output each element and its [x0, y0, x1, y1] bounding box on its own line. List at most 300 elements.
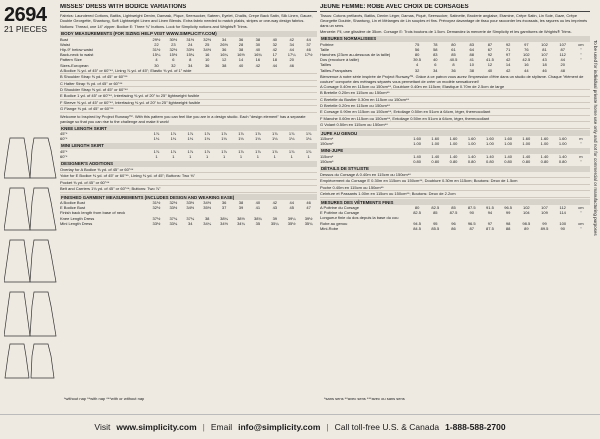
table-cell: 40	[255, 46, 261, 52]
table-cell: 82.5	[431, 205, 440, 210]
table-cell: 1.00	[504, 141, 513, 147]
table-cell: 1.00	[522, 141, 531, 147]
table-cell: 88	[469, 51, 474, 57]
phone-label: Call toll-free U.S. & Canada	[334, 422, 440, 432]
table-cell: 1.00	[467, 141, 476, 147]
table-cell: 1.60	[504, 136, 513, 142]
table-cell: 42	[272, 46, 278, 52]
table-cell: 10	[469, 62, 474, 68]
knee-skirt-title: KNEE LENGTH SKIRT	[60, 125, 317, 131]
table-cell: 107	[559, 41, 567, 47]
table-cell: "	[580, 159, 582, 165]
table-cell: 1⅞	[255, 131, 261, 137]
table-cell: 31½	[152, 46, 161, 52]
table-cell: 34¼	[203, 220, 212, 226]
row-label: Dos (encolure à taille)	[320, 57, 359, 63]
table-cell: 15½	[169, 52, 178, 58]
table-cell: 0.80	[558, 159, 567, 165]
table-cell: 1.40	[540, 153, 549, 159]
table-cell: 38½	[237, 215, 245, 221]
table-cell: 87.5	[467, 205, 476, 210]
table-cell: 67	[487, 46, 493, 52]
table-row	[320, 141, 590, 146]
table-cell: 37	[221, 205, 227, 211]
yardage-line: G Volant 0.50m en 115cm ou 150cm**	[320, 122, 590, 128]
table-cell: 16	[255, 57, 261, 63]
table-cell: 102	[522, 205, 530, 210]
yardage-line: Yoke for E Bodice ⅜ yd. of 45" or 60"**, Lining ⅜ yd. of 45"; Buttons: Two ⅜"	[60, 173, 317, 179]
row-label: Finish back length from base of neck	[60, 210, 126, 216]
table-cell: 96.5	[504, 205, 513, 210]
table-cell: 1.40	[413, 153, 421, 159]
notions-text: Notions: Thread, one 14" zipper. Bodice E: Three ¾" buttons. Look for Simplicity notions and Wrights® Trims.	[60, 24, 248, 29]
table-cell	[300, 63, 317, 68]
table-cell: 1.60	[413, 136, 421, 142]
table-cell: 38	[469, 67, 474, 73]
yardage-line: C Halter Strap ⅝ yd. of 45" or 60"**	[60, 81, 317, 87]
table-cell: 36	[451, 67, 456, 73]
view-lines	[60, 68, 317, 113]
table-row	[60, 136, 317, 141]
table-cell: 32	[414, 67, 420, 73]
table-cell: 42	[505, 67, 511, 73]
table-cell: 25	[204, 41, 210, 47]
mini-skirt-title: MINI LENGTH SKIRT	[60, 143, 317, 149]
table-cell: 1.40	[522, 153, 531, 159]
table-cell: 39¼	[287, 215, 296, 221]
row-label: Tailles-Françaises	[320, 67, 353, 73]
table-cell: 14	[505, 62, 511, 68]
table-cell: 16½	[237, 52, 245, 58]
row-label: A Bodice Bust	[60, 200, 85, 205]
table-cell: 90	[560, 225, 565, 231]
table-row	[60, 154, 317, 159]
table-cell: 15¼	[152, 52, 161, 58]
table-cell: 35¾	[304, 220, 313, 226]
table-cell: 44	[524, 67, 529, 73]
table-cell: 0.80	[449, 159, 458, 165]
designer-lines	[60, 167, 317, 193]
table-cell: 80	[414, 205, 420, 210]
table-cell: 32	[272, 41, 278, 47]
table-cell: 1⅞	[288, 148, 295, 154]
table-cell: 40	[272, 36, 278, 42]
table-cell: 34	[188, 62, 193, 68]
table-cell: 1⅛	[305, 136, 312, 142]
row-label: A Poitrine du Corsage	[320, 205, 359, 210]
yardage-line: Ceinture et Passants 1.00m en 115cm ou 150cm**; Boutons: Deux de 2.2cm	[320, 191, 590, 197]
table-cell: 1.60	[431, 136, 440, 142]
table-cell: 37¾	[169, 215, 178, 221]
row-label: Waist	[60, 41, 70, 47]
website-link[interactable]: www.simplicity.com	[116, 422, 197, 432]
table-cell: 8	[189, 57, 192, 63]
table-cell: 75	[414, 41, 420, 47]
table-cell: 1⅞	[153, 131, 160, 137]
table-cell: 0.80	[504, 159, 513, 165]
table-cell: 16¼	[220, 52, 228, 58]
table-row	[320, 68, 590, 73]
separator: |	[202, 422, 205, 432]
table-cell: 6	[434, 62, 437, 68]
row-label: 115cm*	[320, 153, 334, 159]
table-cell: 43	[542, 57, 547, 63]
table-cell: 4	[415, 62, 419, 68]
table-cell: 39	[272, 215, 278, 221]
table-cell: 85	[433, 210, 438, 216]
yardage-line: D Shoulder Strap ⅝ yd. of 45" or 60"**	[60, 87, 317, 93]
table-cell: 1⅛	[170, 136, 177, 142]
yardage-line: F Manche 0.60m en 115cm ou 150cm**, Entoilage 0.50m en 51cm à 64cm, léger, thermocollant	[320, 116, 590, 122]
table-cell: 83	[433, 51, 438, 57]
email-link[interactable]: info@simplicity.com	[238, 422, 321, 432]
table-cell: 36	[221, 200, 227, 205]
table-cell: 35	[255, 220, 261, 226]
row-label: E Poitrine du Corsage	[320, 210, 360, 216]
table-cell: 17¼	[287, 52, 296, 58]
knee-skirt-table	[60, 131, 317, 141]
table-row	[60, 221, 317, 226]
designer-additions-title: DESIGNER'S ADDITIONS	[60, 161, 317, 167]
table-cell: 1	[222, 154, 226, 160]
table-cell: 87	[469, 225, 474, 231]
table-cell: 4	[155, 57, 158, 63]
row-label: 60"*	[60, 136, 68, 142]
table-cell: 1.00	[431, 141, 440, 147]
row-label: Taille	[320, 46, 330, 52]
table-cell: 1.60	[467, 136, 476, 142]
row-label: Back-neck to waist	[60, 52, 94, 58]
table-cell: cm	[578, 41, 584, 47]
table-cell: 1⅞	[238, 148, 244, 154]
table-cell: 33½	[169, 205, 178, 211]
table-cell: 112	[559, 51, 566, 57]
yardage-line: G Flange ⅜ yd. of 45" or 60"**	[60, 106, 317, 112]
table-cell: 40	[487, 67, 493, 73]
table-cell: 41.5	[486, 57, 494, 63]
garment-sketches	[4, 130, 58, 380]
table-cell: 1⅞	[170, 148, 177, 154]
table-cell: 40.5	[449, 57, 458, 63]
table-cell: 30	[154, 62, 159, 68]
table-cell: 35¼	[270, 220, 279, 226]
table-cell: 17½	[304, 52, 313, 58]
table-cell: 85.5	[431, 225, 440, 231]
table-cell: 31½	[152, 200, 161, 205]
row-label: Poitrine	[320, 41, 334, 47]
minijupe-table	[320, 154, 590, 164]
email-label: Email	[210, 422, 233, 432]
row-label: 45"*	[60, 131, 68, 137]
yardage-line: Empiècement du Corsage E 0.30m en 115cm ou 150cm**, Doublure 0.30m en 115cm; Boutons: Deux de 1.5cm	[320, 178, 590, 184]
table-cell: 8	[452, 62, 455, 68]
separator: |	[326, 422, 329, 432]
table-cell: 80	[451, 41, 456, 47]
table-cell: 98	[505, 220, 511, 226]
yardage-line: E Corsage 0.90m en 115cm ou 150cm**, Entoilage 0.50m en 51cm à 64cm, léger, thermocollant	[320, 109, 590, 115]
row-label: 150cm*	[320, 141, 334, 147]
table-cell: 36	[221, 46, 227, 52]
table-cell: 1.00	[486, 141, 494, 147]
table-cell: 40	[238, 62, 244, 68]
yardage-line: A Bodice ⅞ yd. of 45" or 60"**, Lining ⅞ yd. of 45"; Elastic ⅜ yd. of 1" wide	[60, 68, 317, 74]
row-label: Bust	[60, 36, 69, 42]
table-cell: 85	[451, 205, 456, 210]
table-cell: 37½	[152, 215, 161, 221]
table-cell: 87.5	[486, 225, 494, 231]
table-cell: 1	[172, 154, 175, 160]
table-cell: 38¼	[220, 215, 228, 221]
table-cell: 35½	[287, 220, 296, 226]
table-cell: 34¾	[237, 220, 245, 226]
yardage-line: B Shoulder Strap ⅝ yd. of 45" or 60"**	[60, 74, 317, 80]
table-cell: 1	[155, 154, 158, 160]
table-cell: 33¾	[169, 220, 178, 226]
table-cell: 97	[487, 220, 493, 226]
table-cell: 1.00	[540, 141, 549, 147]
table-cell: 42.5	[522, 57, 531, 63]
table-cell: 104	[522, 210, 530, 216]
yardage-line: Dessus du Corsage A 0.40m en 115cm ou 150cm**	[320, 172, 590, 178]
table-cell: 0.80	[540, 159, 549, 165]
table-cell: 1.40	[449, 153, 458, 159]
table-cell: 94	[487, 210, 493, 216]
table-cell: 32½	[203, 36, 212, 42]
table-cell: 44	[289, 46, 294, 52]
table-cell: 1⅞	[187, 131, 194, 137]
pieces-count: 21 PIECES	[4, 24, 47, 34]
english-title: MISSES' DRESS WITH BODICE VARIATIONS	[60, 4, 317, 12]
table-cell: 38	[238, 46, 244, 52]
table-cell: 0.80	[467, 159, 476, 165]
table-cell: 32½	[152, 205, 161, 211]
jupe-title: JUPE AU GENOU	[320, 130, 590, 136]
finished-table	[60, 200, 317, 226]
french-column	[320, 4, 590, 231]
row-label: 45"*	[60, 148, 68, 154]
table-cell: "	[580, 57, 582, 63]
table-cell: 18	[272, 57, 278, 63]
yardage-line: Overlay for A Bodice ⅜ yd. of 45" or 60"**	[60, 167, 317, 173]
table-cell: 46	[306, 46, 311, 52]
table-cell: 37	[306, 41, 311, 47]
table-cell: cm	[578, 205, 584, 210]
table-cell: 1.40	[431, 153, 440, 159]
table-cell: 17	[272, 52, 278, 58]
table-cell: 29½	[152, 36, 161, 42]
table-cell: 96.5	[467, 220, 476, 226]
table-cell: 38	[204, 215, 210, 221]
table-cell: 39.5	[413, 57, 421, 63]
row-label: 60"*	[60, 154, 68, 160]
table-cell: 0.80	[413, 159, 421, 165]
table-cell: 1⅞	[272, 148, 278, 154]
row-label: Longueur finie du dos depuis la base du cou	[320, 215, 399, 221]
table-cell: 34	[289, 41, 294, 47]
table-cell: 87	[560, 46, 565, 52]
table-cell: 46	[306, 200, 311, 205]
row-label: Mini Length Dress	[60, 220, 93, 226]
table-cell: 1⅞	[153, 148, 160, 154]
table-cell: 91.5	[486, 205, 494, 210]
table-cell: 20	[289, 57, 294, 63]
yardage-line: B Bretelle 0.20m en 115cm ou 150cm**	[320, 90, 590, 96]
yardage-line: F Sleeve ⅝ yd. of 45" or 60"**, Interfacing ⅜ yd. of 20" to 25" lightweight fusible	[60, 100, 317, 106]
side-note-text: To be used for individual private home use only and not for commercial or manufacturing purposes	[593, 40, 598, 236]
table-cell: 1⅞	[204, 131, 210, 137]
french-title: JEUNE FEMME: ROBE AVEC CHOIX DE CORSAGES	[320, 4, 590, 12]
row-label: Pattern Size	[60, 57, 82, 63]
details-title: DÉTAILS DE STYLISTE	[320, 166, 590, 172]
yardage-line: E Bodice 1 yd. of 45" or 60"**, Interfacing ⅜ yd. of 20" to 25" lightweight fusible	[60, 93, 317, 99]
table-cell: 1⅛	[255, 136, 261, 142]
table-cell: 46	[542, 67, 547, 73]
table-cell: 20	[560, 62, 565, 68]
jupe-table	[320, 136, 590, 146]
table-cell: 41	[255, 205, 261, 211]
table-cell: 1.40	[504, 153, 513, 159]
table-cell: 87.5	[449, 210, 458, 216]
table-cell: 16¾	[253, 52, 262, 58]
yardage-line: Pocket ⅜ yd. of 45" or 60"**	[60, 180, 317, 186]
table-cell: 1	[189, 154, 192, 160]
visit-label: Visit	[94, 422, 111, 432]
details-lines	[320, 172, 590, 198]
table-cell: 99	[505, 210, 511, 216]
table-cell: 1.00	[449, 141, 458, 147]
yardage-line: A Corsage 0.40m en 115cm ou 150cm**, Doublure 0.40m en 115cm; Elastique 0.70m de 2.5cm de large	[320, 84, 590, 90]
table-cell: 42	[272, 200, 278, 205]
table-cell: 98.5	[522, 220, 531, 226]
table-cell: 1.40	[467, 153, 476, 159]
table-cell: 16	[204, 52, 210, 58]
french-finished-title: MESURES DES VÊTEMENTS FINIS	[320, 199, 590, 205]
table-cell: 33½	[152, 220, 161, 226]
table-cell	[572, 68, 590, 73]
table-cell: 12	[487, 62, 493, 68]
table-cell: 34	[188, 220, 193, 226]
table-cell: "	[580, 210, 582, 216]
table-cell: 1⅛	[153, 136, 160, 142]
row-label: Hanches (23cm au-dessous de la taille)	[320, 51, 391, 57]
table-cell: 1⅞	[288, 131, 295, 137]
table-cell: 102	[522, 51, 530, 57]
table-cell: "	[580, 51, 582, 57]
mercerie-text: Mercerie: Fil, une glissière de 35cm. Corsage E: Trois boutons de 1.5cm. Demandez la mercerie de Simplicity et les garnitures de Wrights® Trims.	[320, 29, 572, 34]
row-label: Hip-9" below waist	[60, 46, 93, 52]
table-cell: 33½	[186, 46, 195, 52]
table-cell: 30½	[169, 36, 178, 42]
row-label: E Bodice Bust	[60, 205, 86, 211]
table-cell: 1.60	[540, 136, 549, 142]
footer	[0, 414, 600, 439]
table-cell: 87	[487, 41, 493, 47]
body-measurements-title: BODY MEASUREMENTS (FOR SIZING HELP VISIT WWW.SIMPLICITY.COM)	[60, 31, 317, 37]
table-cell: 24	[188, 41, 193, 47]
french-finished-table	[320, 205, 590, 231]
table-cell: 92	[505, 41, 511, 47]
table-cell: 37¾	[186, 215, 195, 221]
table-cell: 26½	[220, 41, 228, 47]
table-cell: 36	[238, 36, 244, 42]
table-cell: 1⅛	[288, 136, 295, 142]
table-cell: 1.60	[558, 136, 567, 142]
english-column	[60, 4, 317, 226]
table-cell: "	[580, 46, 582, 52]
table-cell: 39	[238, 205, 244, 211]
table-cell: 44	[306, 36, 311, 42]
table-row	[60, 63, 317, 68]
table-cell: 90	[469, 210, 474, 216]
intro-text: Bienvenue à notre série inspirée de Project Runway™. Grâce à ce patron vous aurez l'impression d'être dans un studio de stylisme. Chaque "élément de couture" comporte des métrages séparés vous permettant de créer un modèle sensationnel!	[320, 73, 584, 84]
table-cell: 1⅛	[238, 136, 244, 142]
table-cell: 16	[524, 62, 529, 68]
table-cell: 99	[542, 220, 547, 226]
table-cell: 34½	[203, 46, 212, 52]
row-label: Tailles	[320, 62, 332, 68]
table-cell: 64	[469, 46, 474, 52]
table-cell: 1⅞	[305, 131, 312, 137]
table-cell: 94.5	[413, 220, 421, 226]
table-cell: 0.80	[486, 159, 494, 165]
table-cell: 44	[560, 57, 565, 63]
table-cell: 42	[505, 57, 511, 63]
yardage-line: Belt and Carriers 1⅛ yd. of 45" or 60"**; Buttons: Two ⅞"	[60, 186, 317, 192]
table-cell: 1⅛	[204, 136, 210, 142]
finished-title: FINISHED GARMENT MEASUREMENTS (INCLUDES DESIGN AND WEARING EASE)	[60, 194, 317, 200]
table-cell: 1⅞	[204, 148, 210, 154]
table-cell: 97	[524, 41, 529, 47]
table-cell: 47	[306, 205, 311, 211]
table-cell: 34	[221, 36, 227, 42]
row-label: Mini-Robe	[320, 225, 339, 231]
yardage-line: Poche 0.40m en 115cm ou 150cm**	[320, 185, 590, 191]
table-cell: 1⅛	[221, 136, 227, 142]
table-row	[320, 226, 590, 231]
table-cell: 71	[505, 46, 511, 52]
french-footnote: *sans sens **avec sens ***avec ou sans sens	[324, 396, 405, 401]
table-cell: 35½	[203, 205, 212, 211]
mesures-title: MESURES NORMALISEES	[320, 36, 590, 42]
yardage-line: C Bretelle du Bustier 0.30m en 115cm ou 150cm**	[320, 97, 590, 103]
table-cell: 89.5	[540, 225, 549, 231]
tissus-text: Tissus: Cotons préllavés, Batiks, Denim Léger, Damas, Piqué, Seersucker, Satinette, Broderie anglaise, Etamine, Crêpe Satin, Lin Soie, Gaze, Crêpe Georgette Double, Shantung, Lin et Mélanges de Lin souples et fins. Prévoyez davantage de tissu pour raccorder les écossais, les rayures ou les imprimés dans un sens.	[320, 13, 588, 28]
table-cell: 6	[172, 57, 175, 63]
table-cell: 34½	[220, 220, 228, 226]
table-cell: 15¾	[186, 52, 195, 58]
table-cell: 88	[505, 225, 511, 231]
table-cell: 1⅞	[238, 131, 244, 137]
table-cell: 76	[524, 46, 529, 52]
table-cell: 1	[307, 154, 310, 160]
fabrics-text: Fabrics: Laundered Cottons, Batiks, Lightweight Denim, Damask, Pique, Seersucker, Sateen, Eyelet, Challis, Crepe Back Satin, Silk Linen, Gauze, Double Georgette, Shantung, Soft Lightweight Linen and Linen Blends. Extra fabric needed to match plaids, stripes or one-way design fabrics.	[60, 13, 313, 23]
table-cell: 1.00	[413, 141, 421, 147]
table-cell: 112	[559, 205, 566, 210]
table-cell: 114	[559, 210, 566, 216]
table-cell: 92	[487, 51, 493, 57]
table-cell: 48	[560, 67, 565, 73]
table-cell: 10	[204, 57, 210, 63]
table-cell: 81	[542, 46, 547, 52]
row-label: 150cm*	[320, 159, 334, 165]
table-cell: 31½	[186, 36, 195, 42]
table-cell: 84.5	[413, 225, 421, 231]
table-cell: 1⅞	[255, 148, 261, 154]
table-cell: 83	[469, 41, 474, 47]
table-cell: cm	[578, 220, 584, 226]
table-cell: 22	[154, 41, 159, 47]
mesures-table	[320, 42, 590, 73]
